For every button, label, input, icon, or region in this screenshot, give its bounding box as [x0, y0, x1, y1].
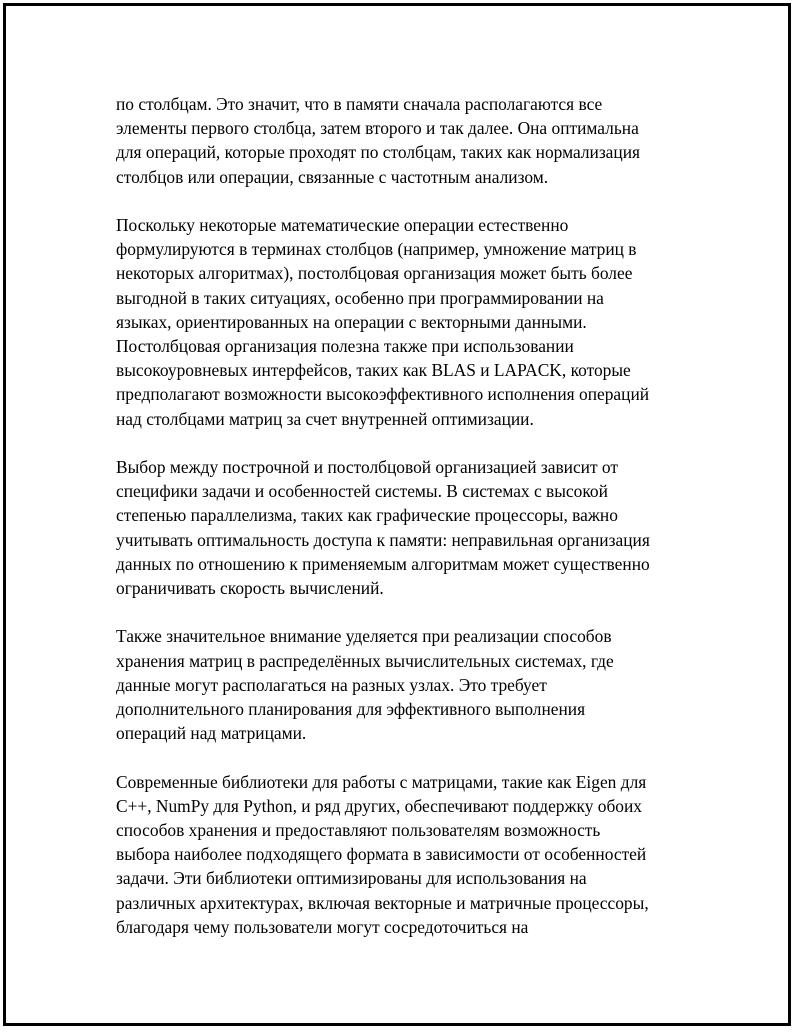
text-line: некоторых алгоритмах), постолбцовая организация может быть более [116, 263, 633, 284]
text-line: Поскольку некоторые математические операции естественно [116, 215, 569, 235]
text-line: Также значительное внимание уделяется при реализации способов [116, 626, 612, 647]
text-line: высокоуровневых интерфейсов, таких как BLAS и LAPACK, которые [116, 360, 631, 381]
text-line: данные могут располагаться на разных узлах. Это требует [116, 674, 547, 695]
document-body [116, 92, 686, 963]
text-line: операций над матрицами. [116, 723, 307, 744]
text-line: различных архитектурах, включая векторные и матричные процессоры, [116, 892, 649, 913]
text-line: благодаря чему пользователи могут сосредоточиться на [116, 916, 529, 937]
text-line: столбцов или операции, связанные с частотным анализом. [116, 166, 549, 187]
text-line: способов хранения и предоставляют пользователям возможность [116, 820, 601, 841]
text-line: элементы первого столбца, затем второго и так далее. Она оптимальна [116, 118, 639, 139]
text-line: для операций, которые проходят по столбцам, таких как нормализация [116, 142, 641, 163]
paragraph-4 [116, 624, 686, 745]
text-line: выбора наиболее подходящего формата в зависимости от особенностей [116, 844, 647, 865]
text-line: C++, NumPy для Python, и ряд других, обеспечивают поддержку обоих [116, 795, 642, 816]
text-line: предполагают возможности высокоэффективного исполнения операций [116, 384, 650, 405]
text-line: языках, ориентированных на операции с векторными данными. [116, 311, 587, 332]
text-line: дополнительного планирования для эффективного выполнения [116, 699, 586, 720]
text-line: Современные библиотеки для работы с матрицами, такие как Eigen для [116, 771, 647, 792]
text-line: задачи. Эти библиотеки оптимизированы для использования на [116, 868, 587, 889]
text-line: хранения матриц в распределённых вычислительных системах, где [116, 650, 614, 671]
text-line: данных по отношению к применяемым алгоритмам может существенно [116, 553, 650, 574]
text-line: выгодной в таких ситуациях, особенно при программировании на [116, 287, 604, 308]
text-line: учитывать оптимальность доступа к памяти: неправильная организация [116, 529, 650, 550]
paragraph-3 [116, 455, 686, 600]
text-line: по столбцам. Это значит, что в памяти сначала располагаются все [116, 94, 603, 114]
text-line: Выбор между построчной и постолбцовой организацией зависит от [116, 457, 619, 478]
paragraph-2 [116, 213, 686, 431]
text-line: ограничивать скорость вычислений. [116, 578, 384, 599]
text-line: степенью параллелизма, таких как графические процессоры, важно [116, 505, 618, 526]
text-line: над столбцами матриц за счет внутренней оптимизации. [116, 408, 534, 429]
text-line: Постолбцовая организация полезна также при использовании [116, 336, 574, 357]
paragraph-5 [116, 770, 686, 939]
text-line: специфики задачи и особенностей системы. В системах с высокой [116, 481, 608, 502]
text-line: формулируются в терминах столбцов (например, умножение матриц в [116, 239, 637, 260]
paragraph-1 [116, 92, 686, 189]
